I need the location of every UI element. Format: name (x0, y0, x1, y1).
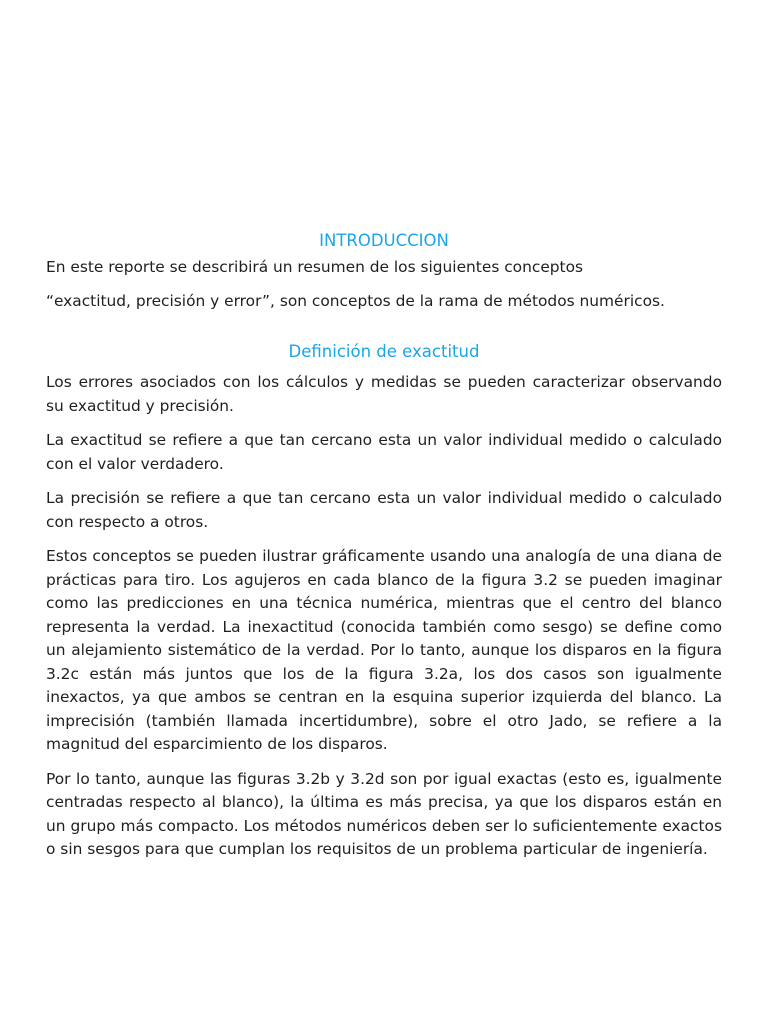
paragraph: La exactitud se refiere a que tan cercano esta un valor individual medido o calculado con el valor verdadero. (46, 431, 722, 473)
paragraph: Por lo tanto, aunque las figuras 3.2b y 3.2d son por igual exactas (esto es, igualmente centradas respecto al blanco), la última es más precisa, ya que los disparos están en un grupo más compacto. Los métodos numéricos deben ser lo suficientemente exactos o sin sesgos para que cumplan los requisitos de un problema particular de ingeniería. (46, 769, 722, 858)
intro-line-1: En este reporte se describirá un resumen de los siguientes conceptos (46, 258, 584, 276)
paragraph: La precisión se refiere a que tan cercano esta un valor individual medido o calculado con respecto a otros. (46, 489, 722, 531)
section-heading-exactitud: Definición de exactitud (288, 342, 480, 361)
paragraph: Los errores asociados con los cálculos y medidas se pueden caracterizar observando su exactitud y precisión. (46, 373, 722, 415)
intro-line-2: “exactitud, precisión y error”, son conceptos de la rama de métodos numéricos. (46, 291, 665, 310)
document-page (46, 228, 722, 873)
paragraph: Estos conceptos se pueden ilustrar gráficamente usando una analogía de una diana de prácticas para tiro. Los agujeros en cada blanco de la figura 3.2 se pueden imaginar como las predicciones en una técnica numérica, mientras que el centro del blanco representa la verdad. La inexactitud (conocida también como sesgo) se define como un alejamiento sistemático de la verdad. Por lo tanto, aunque los disparos en la figura 3.2c están más juntos que los de la figura 3.2a, los dos casos son igualmente inexactos, ya que ambos se centran en la esquina superior izquierda del blanco. La imprecisión (también llamada incertidumbre), sobre el otro Jado, se refiere a la magnitud del esparcimiento de los disparos. (46, 547, 722, 753)
intro-heading: INTRODUCCION (319, 231, 449, 250)
